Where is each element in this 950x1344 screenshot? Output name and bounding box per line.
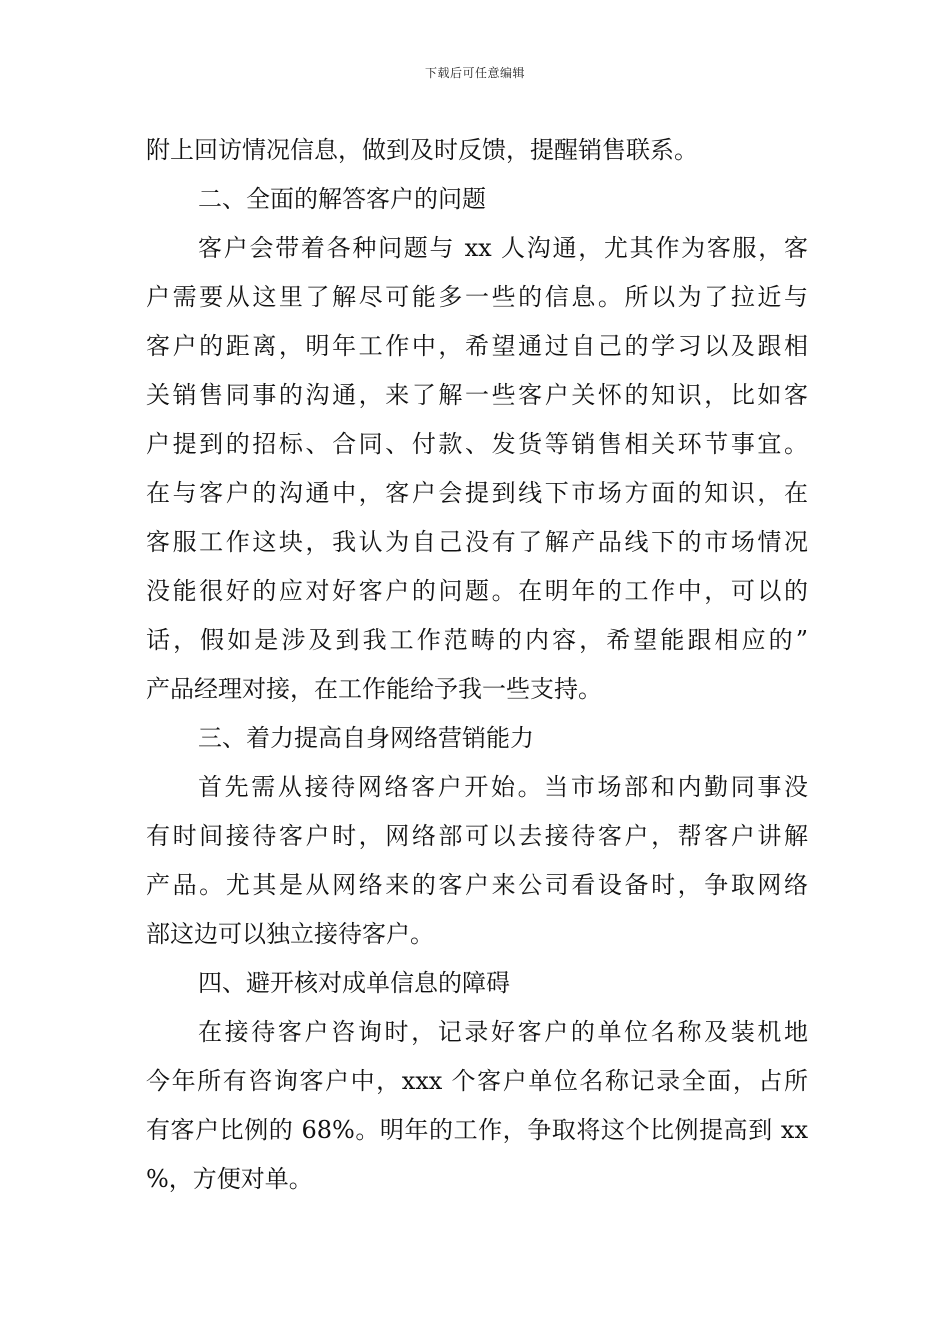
document-body — [146, 126, 808, 1204]
text-line: 附上回访情况信息，做到及时反馈，提醒销售联系。 — [146, 136, 698, 164]
text-line: 客服工作这块，我认为自己没有了解产品线下的市场情况 — [146, 528, 808, 556]
text-line: 有时间接待客户时，网络部可以去接待客户，帮客户讲解 — [146, 822, 808, 850]
text-line: %，方便对单。 — [146, 1165, 313, 1193]
text-line: 关销售同事的沟通，来了解一些客户关怀的知识，比如客 — [146, 381, 808, 409]
text-line: 在与客户的沟通中，客户会提到线下市场方面的知识，在 — [146, 479, 808, 507]
text-line: 今年所有咨询客户中，xxx 个客户单位名称记录全面，占所 — [146, 1067, 808, 1095]
text-line: 产品。尤其是从网络来的客户来公司看设备时，争取网络 — [146, 871, 808, 899]
text-line: 产品经理对接，在工作能给予我一些支持。 — [146, 675, 602, 703]
text-line: 客户会带着各种问题与 xx 人沟通，尤其作为客服，客 — [198, 234, 808, 262]
text-line: 客户的距离，明年工作中，希望通过自己的学习以及跟相 — [146, 332, 808, 360]
section-heading-line: 四、避开核对成单信息的障碍 — [198, 969, 510, 997]
text-line: 户需要从这里了解尽可能多一些的信息。所以为了拉近与 — [146, 283, 808, 311]
text-line: 户提到的招标、合同、付款、发货等销售相关环节事宜。 — [146, 430, 808, 458]
text-line: 首先需从接待网络客户开始。当市场部和内勤同事没 — [198, 773, 808, 801]
page-header-note: 下载后可任意编辑 — [424, 66, 525, 80]
text-line: 有客户比例的 68%。明年的工作，争取将这个比例提高到 xx — [146, 1116, 808, 1144]
section-heading-line: 三、着力提高自身网络营销能力 — [198, 724, 534, 752]
text-line: 在接待客户咨询时，记录好客户的单位名称及装机地 — [198, 1018, 808, 1046]
text-line: 没能很好的应对好客户的问题。在明年的工作中，可以的 — [146, 577, 808, 605]
section-heading-line: 二、全面的解答客户的问题 — [198, 185, 486, 213]
text-line: 话，假如是涉及到我工作范畴的内容，希望能跟相应的” — [146, 626, 808, 654]
text-line: 部这边可以独立接待客户。 — [146, 920, 434, 948]
